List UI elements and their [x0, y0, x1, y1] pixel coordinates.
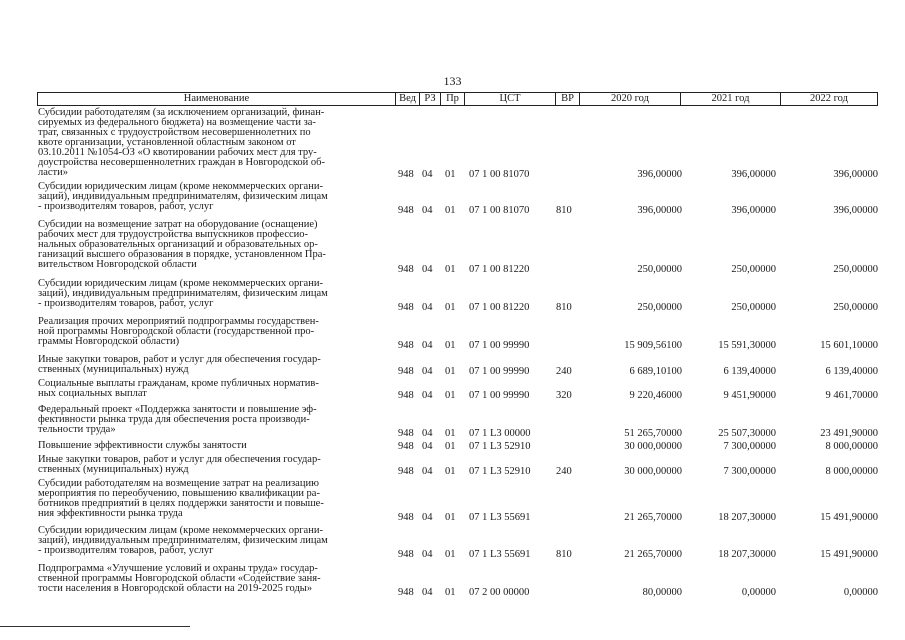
table-row	[37, 564, 878, 598]
row-2020: 9 220,46000	[629, 390, 682, 401]
row-pr: 01	[445, 340, 456, 351]
row-2022: 250,00000	[833, 302, 878, 313]
row-pr: 01	[445, 466, 456, 477]
row-2022: 250,00000	[833, 264, 878, 275]
row-2021: 15 591,30000	[718, 340, 776, 351]
row-ved: 948	[398, 366, 414, 377]
row-ved: 948	[398, 390, 414, 401]
row-2022: 15 491,90000	[820, 512, 878, 523]
row-2020: 250,00000	[637, 302, 682, 313]
row-pr: 01	[445, 205, 456, 216]
row-2022: 8 000,00000	[825, 441, 878, 452]
row-name: Подпрограмма «Улучшение условий и охраны труда» государ- ственной программы Новгородской области «Содействие заня- тости населения в Новгородской области на 2019-2025 годы»	[38, 563, 321, 594]
row-ved: 948	[398, 205, 414, 216]
row-name: Субсидии юридическим лицам (кроме некоммерческих органи- заций), индивидуальным предпринимателям, физическим лицам - производителям товаров, работ, услуг	[38, 181, 328, 212]
row-cst: 07 1 00 81070	[469, 169, 530, 180]
row-cst: 07 1 00 99990	[469, 340, 530, 351]
row-pr: 01	[445, 512, 456, 523]
column-header-vr: ВР	[556, 93, 580, 105]
row-2020: 250,00000	[637, 264, 682, 275]
table-row	[37, 441, 878, 452]
row-2022: 8 000,00000	[825, 466, 878, 477]
table-row	[37, 279, 878, 313]
row-ved: 948	[398, 587, 414, 598]
row-2021: 18 207,30000	[718, 512, 776, 523]
column-header-pr: Пр	[441, 93, 465, 105]
row-cst: 07 2 00 00000	[469, 587, 530, 598]
row-vr: 810	[556, 205, 572, 216]
column-header-cst: ЦСТ	[465, 93, 556, 105]
row-name: Субсидии на возмещение затрат на оборудование (оснащение) рабочих мест для трудоустройства выпускников профессио- нальных образовательных организаций и образовательных ор- ганизаций высшего образования в порядке, установленном Пра- вительством Новгородской области	[38, 219, 326, 270]
row-rz: 04	[422, 441, 433, 452]
row-ved: 948	[398, 512, 414, 523]
row-pr: 01	[445, 549, 456, 560]
row-rz: 04	[422, 302, 433, 313]
column-header-rz: РЗ	[420, 93, 441, 105]
table-row	[37, 220, 878, 275]
column-header-2022: 2022 год	[810, 93, 848, 104]
row-vr: 240	[556, 466, 572, 477]
table-row	[37, 405, 878, 439]
row-2021: 396,00000	[731, 205, 776, 216]
row-2021: 6 139,40000	[723, 366, 776, 377]
row-2022: 15 491,90000	[820, 549, 878, 560]
table-row	[37, 182, 878, 216]
row-cst: 07 1 00 81220	[469, 264, 530, 275]
row-cst: 07 1 L3 52910	[469, 466, 531, 477]
row-pr: 01	[445, 428, 456, 439]
row-2020: 396,00000	[637, 205, 682, 216]
page-number: 133	[443, 74, 462, 88]
row-ved: 948	[398, 441, 414, 452]
table-row	[37, 526, 878, 560]
row-rz: 04	[422, 390, 433, 401]
row-rz: 04	[422, 205, 433, 216]
row-2020: 15 909,56100	[624, 340, 682, 351]
row-ved: 948	[398, 466, 414, 477]
table-row	[37, 355, 878, 377]
table-header	[37, 92, 878, 106]
row-name: Субсидии работодателям на возмещение затрат на реализацию мероприятия по переобучению, повышению квалификации ра- ботников предприятий в целях поддержки занятости и повыше- ния эффективности рынка труда	[38, 478, 324, 519]
row-2020: 30 000,00000	[624, 441, 682, 452]
column-header-2020: 2020 год	[580, 93, 681, 105]
row-2021: 0,00000	[741, 587, 776, 598]
column-header-name: Наименование	[38, 93, 396, 105]
row-2020: 21 265,70000	[624, 549, 682, 560]
row-2022: 6 139,40000	[825, 366, 878, 377]
row-pr: 01	[445, 264, 456, 275]
row-rz: 04	[422, 340, 433, 351]
row-2021: 7 300,00000	[723, 441, 776, 452]
row-2020: 6 689,10100	[629, 366, 682, 377]
table-row	[37, 455, 878, 477]
row-cst: 07 1 00 81070	[469, 205, 530, 216]
row-ved: 948	[398, 264, 414, 275]
row-pr: 01	[445, 169, 456, 180]
row-name: Федеральный проект «Поддержка занятости и повышение эф- фективности рынка труда для обеспечения роста производи- тельности труда»	[38, 404, 317, 435]
column-header-ved: Вед	[396, 93, 420, 105]
row-ved: 948	[398, 340, 414, 351]
row-2021: 25 507,30000	[718, 428, 776, 439]
row-cst: 07 1 L3 52910	[469, 441, 531, 452]
row-pr: 01	[445, 587, 456, 598]
table-row	[37, 379, 878, 401]
row-vr: 810	[556, 302, 572, 313]
row-ved: 948	[398, 428, 414, 439]
row-cst: 07 1 00 99990	[469, 366, 530, 377]
row-vr: 240	[556, 366, 572, 377]
row-rz: 04	[422, 428, 433, 439]
row-2021: 18 207,30000	[718, 549, 776, 560]
row-name: Субсидии работодателям (за исключением организаций, финан- сируемых из федерального бюджета) на возмещение части за- трат, связанных с трудоустройством несовершеннолетних по квоте организации, установленной областным законом от 03.10.2011 №1054-ОЗ «О квотировании рабочих мест для тру- доустройства несовершеннолетних граждан в Новгородской об- ласти»	[38, 107, 325, 178]
row-ved: 948	[398, 302, 414, 313]
row-name: Социальные выплаты гражданам, кроме публичных норматив- ных социальных выплат	[38, 378, 319, 399]
row-name: Повышение эффективности службы занятости	[38, 440, 247, 451]
column-header-2021: 2021 год	[681, 93, 781, 105]
row-name: Реализация прочих мероприятий подпрограммы государствен- ной программы Новгородской области (государственной про- граммы Новгородской области)	[38, 316, 319, 347]
row-pr: 01	[445, 366, 456, 377]
row-rz: 04	[422, 264, 433, 275]
row-cst: 07 1 L3 55691	[469, 549, 531, 560]
row-name: Субсидии юридическим лицам (кроме некоммерческих органи- заций), индивидуальным предпринимателям, физическим лицам - производителям товаров, работ, услуг	[38, 278, 328, 309]
row-rz: 04	[422, 366, 433, 377]
row-rz: 04	[422, 512, 433, 523]
row-vr: 810	[556, 549, 572, 560]
row-2022: 23 491,90000	[820, 428, 878, 439]
row-2020: 30 000,00000	[624, 466, 682, 477]
row-2021: 250,00000	[731, 302, 776, 313]
row-2020: 396,00000	[637, 169, 682, 180]
row-name: Иные закупки товаров, работ и услуг для обеспечения государ- ственных (муниципальных) нужд	[38, 454, 321, 475]
row-pr: 01	[445, 390, 456, 401]
row-2021: 396,00000	[731, 169, 776, 180]
row-2021: 9 451,90000	[723, 390, 776, 401]
row-cst: 07 1 L3 55691	[469, 512, 531, 523]
row-rz: 04	[422, 169, 433, 180]
row-cst: 07 1 00 81220	[469, 302, 530, 313]
row-ved: 948	[398, 549, 414, 560]
row-pr: 01	[445, 302, 456, 313]
row-2022: 9 461,70000	[825, 390, 878, 401]
row-rz: 04	[422, 466, 433, 477]
row-2020: 80,00000	[642, 587, 682, 598]
row-cst: 07 1 00 99990	[469, 390, 530, 401]
row-ved: 948	[398, 169, 414, 180]
row-rz: 04	[422, 549, 433, 560]
row-name: Субсидии юридическим лицам (кроме некоммерческих органи- заций), индивидуальным предпринимателям, физическим лицам - производителям товаров, работ, услуг	[38, 525, 328, 556]
row-2021: 7 300,00000	[723, 466, 776, 477]
row-vr: 320	[556, 390, 572, 401]
row-2022: 396,00000	[833, 169, 878, 180]
row-pr: 01	[445, 441, 456, 452]
row-rz: 04	[422, 587, 433, 598]
footnote-separator	[0, 626, 230, 627]
row-2022: 396,00000	[833, 205, 878, 216]
row-2020: 21 265,70000	[624, 512, 682, 523]
row-2021: 250,00000	[731, 264, 776, 275]
row-2022: 15 601,10000	[820, 340, 878, 351]
row-name: Иные закупки товаров, работ и услуг для обеспечения государ- ственных (муниципальных) нужд	[38, 354, 321, 375]
table-row	[37, 108, 878, 180]
table-row	[37, 317, 878, 351]
row-2020: 51 265,70000	[624, 428, 682, 439]
row-cst: 07 1 L3 00000	[469, 428, 531, 439]
table-row	[37, 479, 878, 523]
row-2022: 0,00000	[843, 587, 878, 598]
